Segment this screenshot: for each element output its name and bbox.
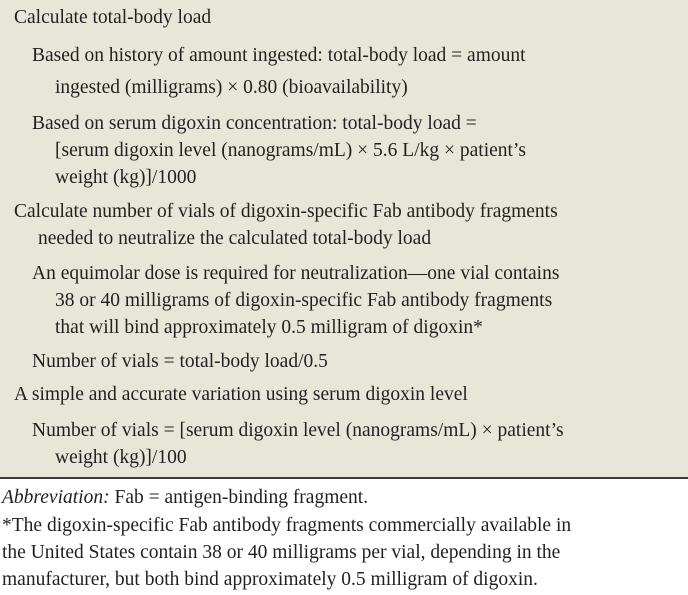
equimolar-note-line: 38 or 40 milligrams of digoxin-specific Fab antibody fragments <box>55 290 553 311</box>
simple-formula-line: weight (kg)]/100 <box>55 447 187 468</box>
footnote-line: *The digoxin-specific Fab antibody fragments commercially available in <box>2 515 572 536</box>
method-serum-line: weight (kg)]/1000 <box>55 167 197 188</box>
abbreviation-text: Fab = antigen-binding fragment. <box>109 487 369 508</box>
step-heading-total-body-load: Calculate total-body load <box>14 7 212 28</box>
equimolar-note-line: An equimolar dose is required for neutralization—one vial contains <box>32 263 560 284</box>
vials-formula-line: Number of vials = total-body load/0.5 <box>32 351 328 372</box>
step-heading-number-of-vials: needed to neutralize the calculated total-body load <box>38 228 432 249</box>
method-history-line: Based on history of amount ingested: total-body load = amount <box>32 45 526 66</box>
method-serum-line: [serum digoxin level (nanograms/mL) × 5.6 L/kg × patient’s <box>55 140 526 161</box>
table-bottom-rule <box>0 477 688 479</box>
abbreviation-note <box>2 486 368 510</box>
method-serum-line: Based on serum digoxin concentration: total-body load = <box>32 113 477 134</box>
method-history-line: ingested (milligrams) × 0.80 (bioavailability) <box>55 77 408 98</box>
footnote-line: the United States contain 38 or 40 milligrams per vial, depending in the <box>2 542 561 563</box>
simple-formula-line: Number of vials = [serum digoxin level (nanograms/mL) × patient’s <box>32 420 564 441</box>
equimolar-note-line: that will bind approximately 0.5 milligram of digoxin* <box>55 317 483 338</box>
abbreviation-label: Abbreviation: <box>2 487 110 508</box>
step-heading-number-of-vials: Calculate number of vials of digoxin-specific Fab antibody fragments <box>14 201 558 222</box>
step-heading-simple-variation: A simple and accurate variation using serum digoxin level <box>14 384 468 405</box>
footnote-line: manufacturer, but both bind approximately 0.5 milligram of digoxin. <box>2 569 538 590</box>
